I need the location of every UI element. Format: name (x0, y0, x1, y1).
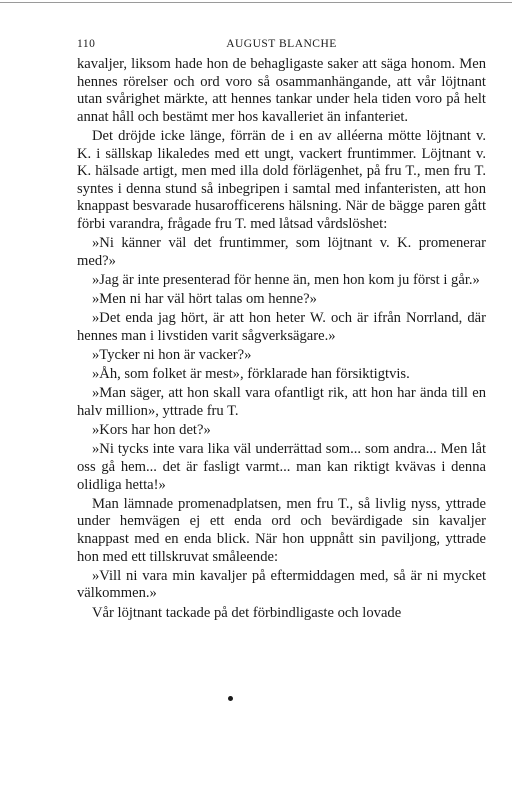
top-rule (0, 2, 512, 3)
paragraph: Vår löjtnant tackade på det förbindligaste och lovade (92, 604, 402, 621)
paragraph: »Tycker ni hon är vacker?» (92, 347, 252, 364)
paragraph: »Åh, som folket är mest», förklarade han försiktigtvis. (92, 366, 410, 383)
paragraph: Man lämnade promenadplatsen, men fru T., så livlig nyss, yttrade under hemvägen ej ett enda ord och bevärdigade sin kavaljer knappast med en enda blick. När hon uppnått sin paviljong, yttrade hon med ett tillskruvat småleende: (77, 495, 486, 565)
paragraph: kavaljer, liksom hade hon de behagligaste saker att säga honom. Men hennes rörelser och ord voro så osammanhängande, att vår löjtnant utan svårighet märkte, att hennes tankar under hela tiden voro på helt annat håll och bestämt mer hos kavalleriet än infanteriet. (77, 56, 486, 125)
paragraph: »Kors har hon det?» (92, 422, 211, 439)
page-body (77, 56, 486, 624)
paragraph: »Men ni har väl hört talas om henne?» (92, 291, 317, 308)
paragraph: »Man säger, att hon skall vara ofantligt rik, att hon har ända till en halv million», yttrade fru T. (77, 385, 486, 420)
ink-dot-mark (228, 696, 233, 701)
page-number: 110 (77, 38, 96, 50)
paragraph: »Det enda jag hört, är att hon heter W. och är ifrån Norrland, där hennes man i livstiden varit sågverksägare.» (77, 310, 486, 344)
paragraph: »Ni känner väl det fruntimmer, som löjtnant v. K. promenerar med?» (77, 235, 486, 269)
paragraph: »Vill ni vara min kavaljer på eftermiddagen med, så är ni mycket välkommen.» (77, 567, 486, 602)
paragraph: »Jag är inte presenterad för henne än, men hon kom ju först i går.» (92, 271, 480, 288)
paragraph: »Ni tycks inte vara lika väl underrättad som... som andra... Men låt oss gå hem... det är fasligt varmt... man kan riktigt kvävas i denna olidliga hetta!» (77, 441, 486, 493)
running-head (77, 38, 486, 52)
paragraph: Det dröjde icke länge, förrän de i en av alléerna mötte löjtnant v. K. i sällskap likaledes med ett ungt, vackert fruntimmer. Löjtnant v. K. hälsade artigt, men med illa dold förlägenhet, på fru T., men fru T. syntes i denna stund så inbegripen i samtal med infanteristen, att hon knappast besvarade husarofficerens hälsning. När de bägge paren gått förbi varandra, frågade fru T. med låtsad vårdslöshet: (77, 127, 486, 232)
running-head-author: AUGUST BLANCHE (226, 38, 337, 50)
